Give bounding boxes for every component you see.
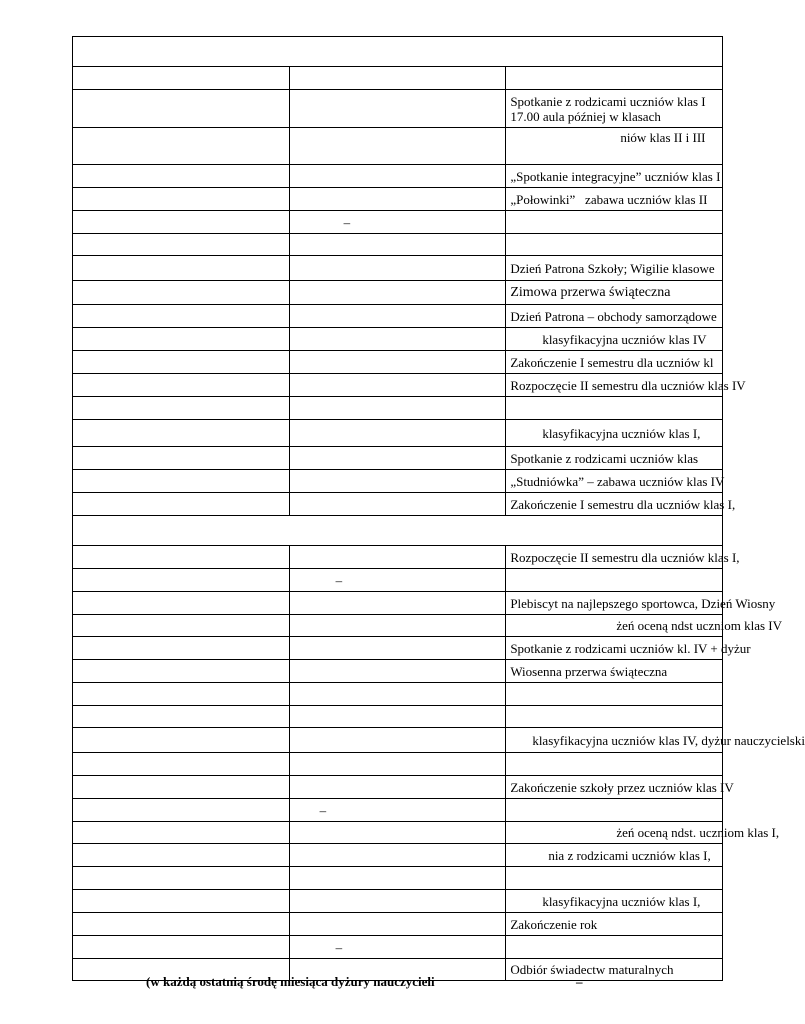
table-cell [289, 328, 506, 351]
table-cell [73, 728, 290, 753]
table-cell: – [289, 799, 506, 822]
table-cell [73, 706, 290, 728]
table-cell [506, 867, 723, 890]
table-cell [73, 822, 290, 844]
table-cell: Rozpoczęcie II semestru dla uczniów klas I, [506, 546, 723, 569]
table-row [73, 165, 723, 188]
table-cell [289, 706, 506, 728]
table-row [73, 211, 723, 234]
table-cell [73, 936, 290, 959]
table-row [73, 822, 723, 844]
table-cell: Dzień Patrona – obchody samorządowe [506, 305, 723, 328]
table-row [73, 128, 723, 165]
table-cell [289, 776, 506, 799]
table-cell [506, 753, 723, 776]
table-cell [506, 936, 723, 959]
table-cell [73, 683, 290, 706]
table-cell: niów klas II i III [506, 128, 723, 165]
table-cell: Wiosenna przerwa świąteczna [506, 660, 723, 683]
table-row [73, 867, 723, 890]
table-cell [506, 706, 723, 728]
table-cell: nia z rodzicami uczniów klas I, [506, 844, 723, 867]
table-cell [289, 822, 506, 844]
table-cell [289, 753, 506, 776]
table-row [73, 844, 723, 867]
table-cell [289, 188, 506, 211]
table-cell [73, 470, 290, 493]
table-cell: – [289, 569, 506, 592]
table-cell [73, 615, 290, 637]
table-cell [289, 913, 506, 936]
table-cell: klasyfikacyjna uczniów klas I, [506, 890, 723, 913]
table-cell: Odbiór świadectw maturalnych [506, 959, 723, 981]
table-row [73, 351, 723, 374]
table-cell: Zimowa przerwa świąteczna [506, 281, 723, 305]
table-cell: „Połowinki” zabawa uczniów klas II [506, 188, 723, 211]
table-row [73, 683, 723, 706]
table-row [73, 890, 723, 913]
table-cell: „Spotkanie integracyjne” uczniów klas I [506, 165, 723, 188]
table-cell [73, 447, 290, 470]
table-cell [73, 256, 290, 281]
table-cell: – [289, 211, 506, 234]
table-row [73, 374, 723, 397]
table-cell [289, 592, 506, 615]
table-cell [289, 728, 506, 753]
section-header-cell [73, 37, 723, 67]
table-row [73, 37, 723, 67]
schedule-table [72, 36, 805, 981]
table-row [73, 776, 723, 799]
table-cell [289, 637, 506, 660]
table-cell [289, 67, 506, 90]
table-cell [289, 683, 506, 706]
table-cell [73, 165, 290, 188]
table-cell [289, 256, 506, 281]
table-cell [289, 867, 506, 890]
table-cell [73, 420, 290, 447]
table-cell [73, 890, 290, 913]
table-cell: Spotkanie z rodzicami uczniów kl. IV + dyżur [506, 637, 723, 660]
table-cell [73, 592, 290, 615]
table-cell [73, 397, 290, 420]
table-cell [506, 569, 723, 592]
table-row [73, 305, 723, 328]
table-row [73, 493, 723, 516]
cell-line: 17.00 aula później w klasach [510, 108, 661, 124]
table-cell [289, 890, 506, 913]
table-cell [506, 211, 723, 234]
table-cell [289, 234, 506, 256]
table-cell [73, 67, 290, 90]
table-cell [73, 569, 290, 592]
table-row [73, 67, 723, 90]
table-row [73, 328, 723, 351]
table-row [73, 637, 723, 660]
table-cell [506, 67, 723, 90]
table-row [73, 753, 723, 776]
table-cell [289, 281, 506, 305]
table-row [73, 569, 723, 592]
table-row [73, 660, 723, 683]
table-cell [289, 470, 506, 493]
table-cell: Rozpoczęcie II semestru dla uczniów klas IV [506, 374, 723, 397]
table-cell [73, 281, 290, 305]
table-cell [289, 305, 506, 328]
table-cell [73, 305, 290, 328]
table-cell [289, 128, 506, 165]
table-cell [73, 493, 290, 516]
table-cell [73, 776, 290, 799]
table-cell: klasyfikacyjna uczniów klas I, [506, 420, 723, 447]
table-cell [506, 799, 723, 822]
table-cell: Dzień Patrona Szkoły; Wigilie klasowe [506, 256, 723, 281]
table-cell [289, 615, 506, 637]
table-row [73, 256, 723, 281]
table-cell [506, 397, 723, 420]
table-row [73, 728, 723, 753]
table-cell [289, 844, 506, 867]
table-row [73, 615, 723, 637]
table-cell [73, 188, 290, 211]
table-cell [289, 90, 506, 128]
table-cell: Zakończenie I semestru dla uczniów klas I, [506, 493, 723, 516]
table-cell: Zakończenie I semestru dla uczniów kl [506, 351, 723, 374]
table-cell [506, 90, 723, 128]
table-cell: Plebiscyt na najlepszego sportowca, Dzień Wiosny [506, 592, 723, 615]
table-cell [289, 165, 506, 188]
table-row [73, 592, 723, 615]
cell-line: Spotkanie z rodzicami uczniów klas I [510, 93, 706, 109]
table-cell: żeń oceną ndst. uczniom klas I, [506, 822, 723, 844]
table-cell [73, 660, 290, 683]
table-cell [73, 867, 290, 890]
table-cell [506, 683, 723, 706]
table-cell [506, 234, 723, 256]
table-cell [73, 211, 290, 234]
table-row [73, 420, 723, 447]
table-row [73, 799, 723, 822]
table-cell [73, 234, 290, 256]
table-cell [289, 351, 506, 374]
table-cell [289, 447, 506, 470]
table-row [73, 397, 723, 420]
table-row [73, 936, 723, 959]
table-cell [73, 913, 290, 936]
table-cell [289, 397, 506, 420]
table-cell [73, 328, 290, 351]
table-cell: Zakończenie rok [506, 913, 723, 936]
table-row [73, 447, 723, 470]
table-row [73, 470, 723, 493]
table-row [73, 913, 723, 936]
table-row [73, 706, 723, 728]
table-cell [73, 128, 290, 165]
table-cell: Zakończenie szkoły przez uczniów klas IV [506, 776, 723, 799]
table-cell: „Studniówka” – zabawa uczniów klas IV [506, 470, 723, 493]
table-row [73, 90, 723, 128]
table-row [73, 516, 723, 546]
table-cell [73, 753, 290, 776]
table-cell: Spotkanie z rodzicami uczniów klas [506, 447, 723, 470]
table-cell [289, 374, 506, 397]
table-cell [73, 374, 290, 397]
table-cell [289, 660, 506, 683]
table-cell [289, 493, 506, 516]
table-row [73, 546, 723, 569]
table-cell [73, 90, 290, 128]
table-cell: – [289, 936, 506, 959]
table-cell [73, 844, 290, 867]
table-cell [73, 637, 290, 660]
table-cell [73, 546, 290, 569]
footer-dash: – [576, 974, 583, 989]
section-header-cell [73, 516, 723, 546]
footer-note: (w każdą ostatnią środę miesiąca dyżury nauczycieli [146, 974, 435, 989]
table-cell [73, 351, 290, 374]
table-cell [73, 799, 290, 822]
table-cell: żeń oceną ndst uczniom klas IV [506, 615, 723, 637]
table-row [73, 234, 723, 256]
table-cell: klasyfikacyjna uczniów klas IV, dyżur nauczycielski [506, 728, 723, 753]
table-cell [289, 546, 506, 569]
table-cell: klasyfikacyjna uczniów klas IV [506, 328, 723, 351]
table-row [73, 188, 723, 211]
table-cell [289, 420, 506, 447]
table-row [73, 281, 723, 305]
